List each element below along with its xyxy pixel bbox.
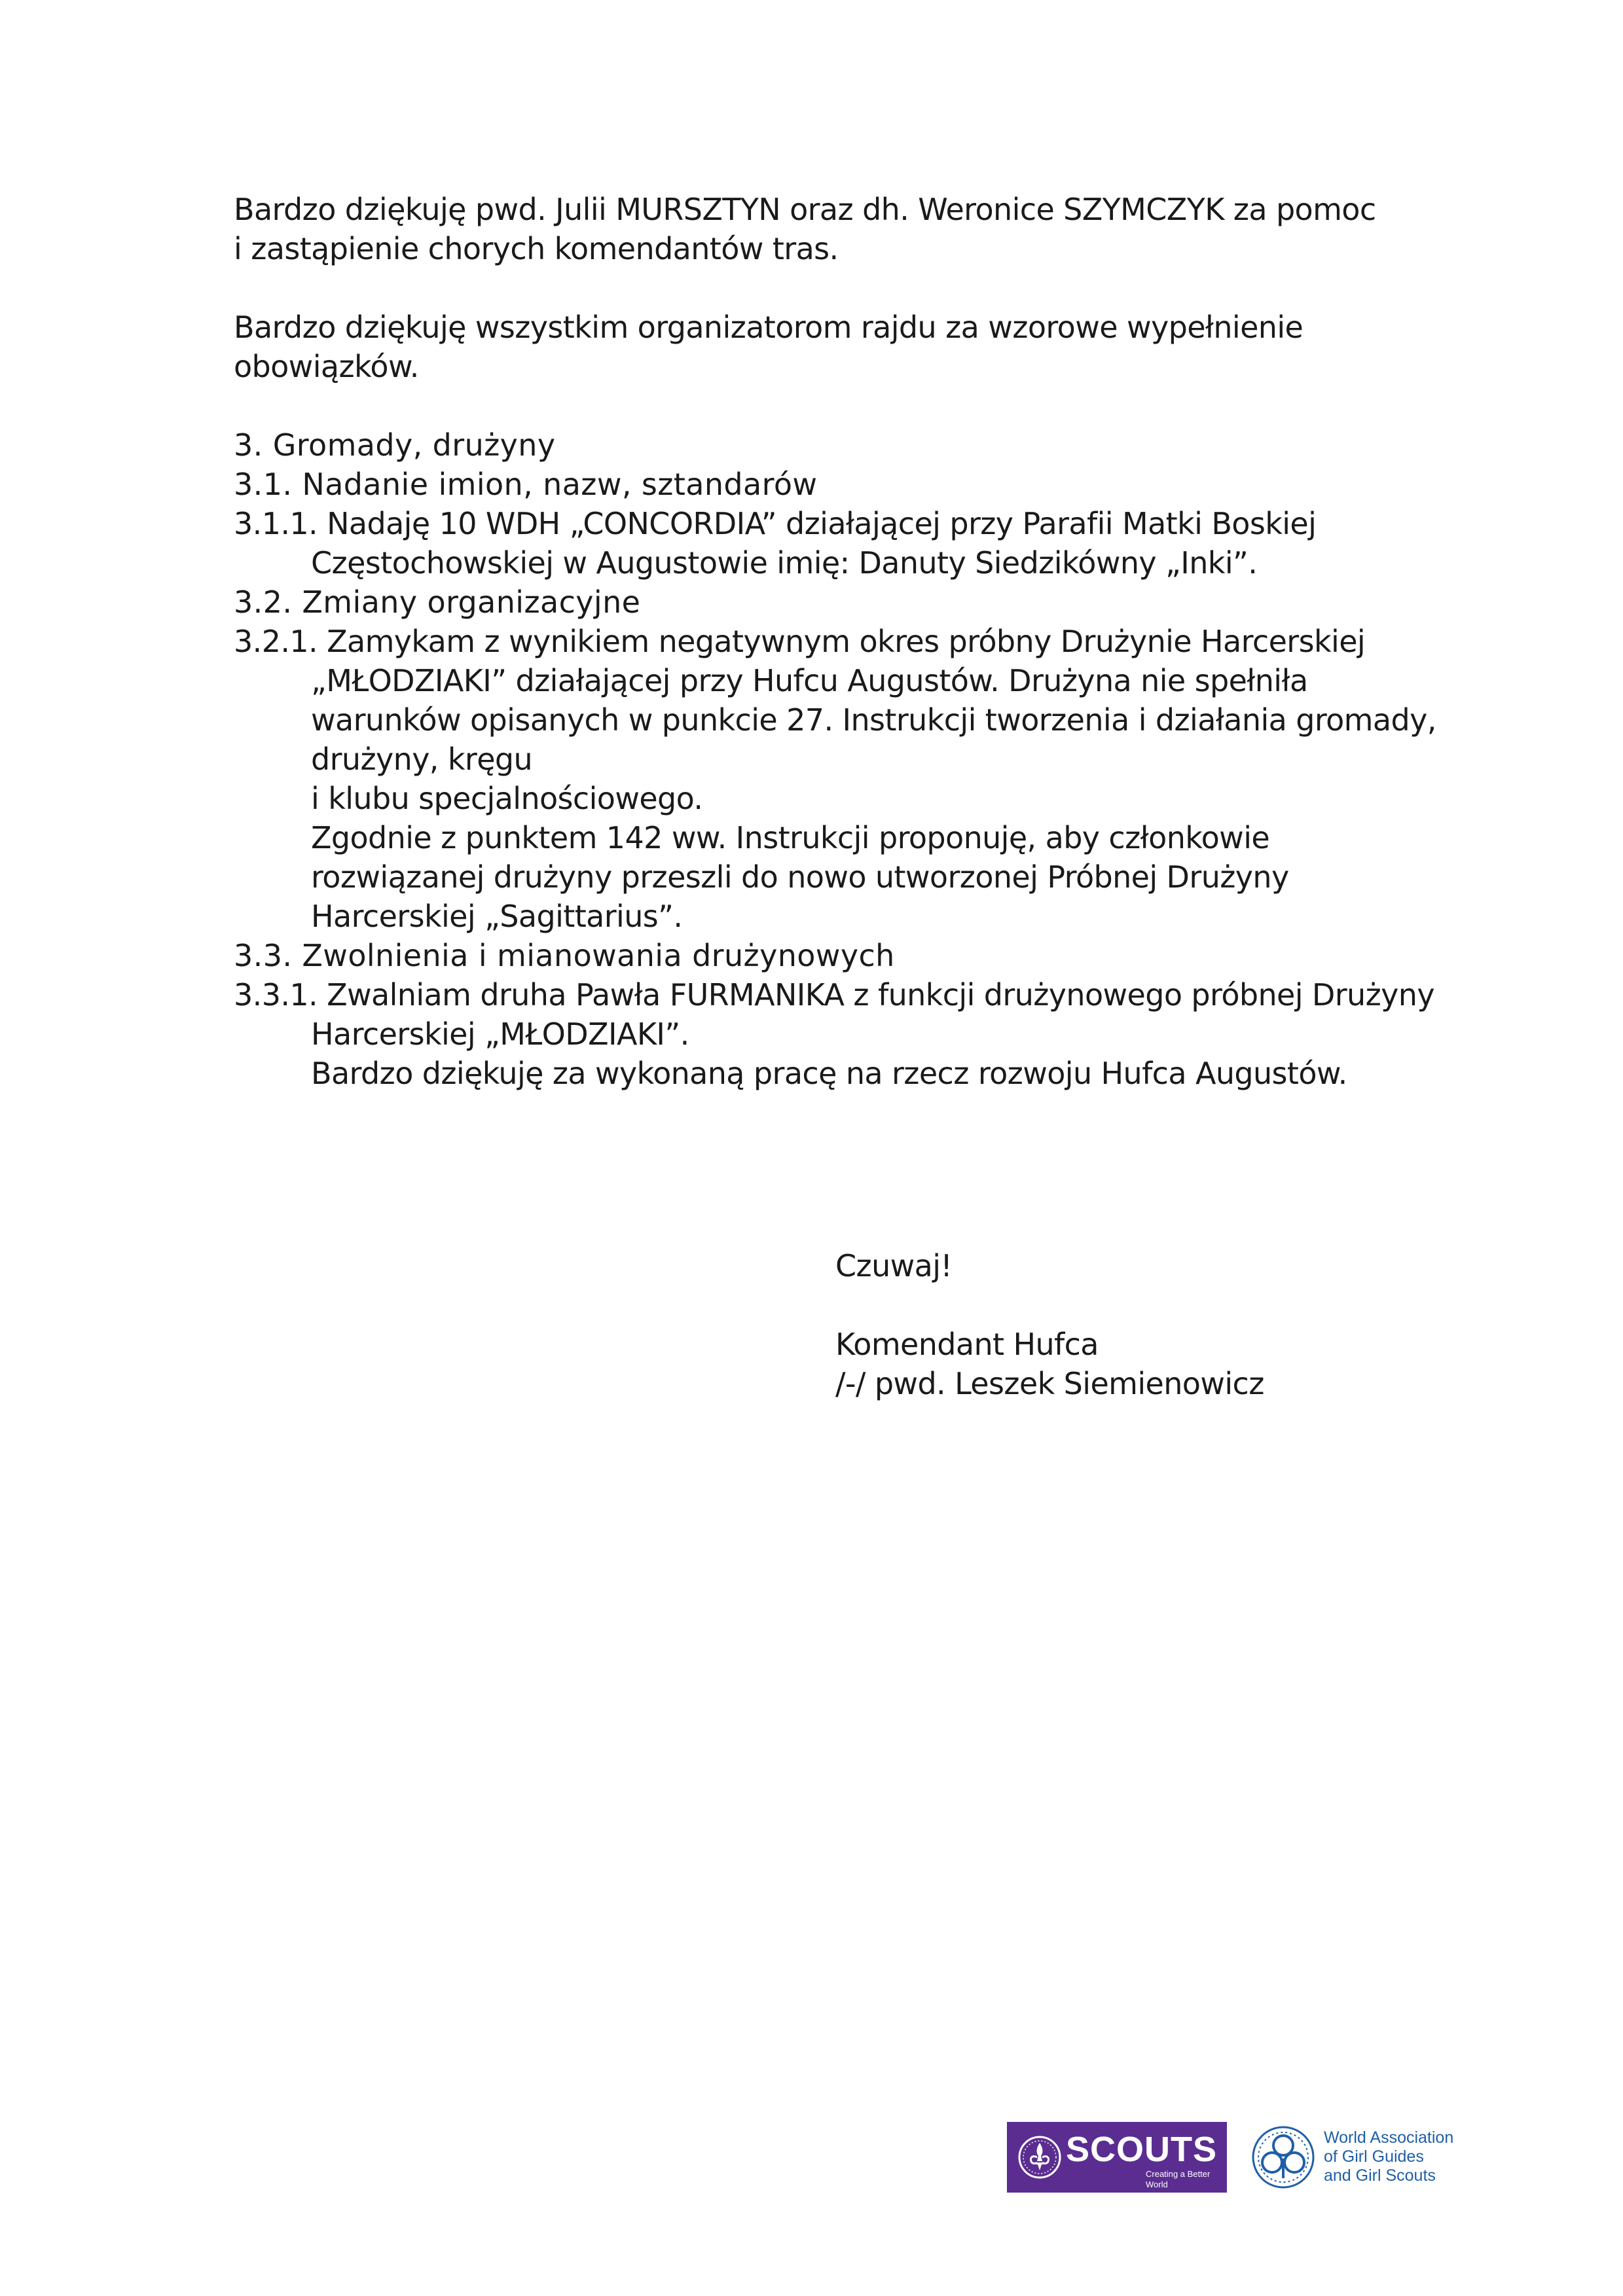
footer-logos	[1007, 2122, 1504, 2194]
signature-block	[835, 1246, 1264, 1403]
scouts-wordmark: SCOUTS	[1066, 2130, 1218, 2169]
section-3-1-heading: 3.1. Nadanie imion, nazw, sztandarów	[234, 467, 818, 502]
wagggs-line-2: of Girl Guides	[1324, 2147, 1424, 2166]
item-3-1-1: 3.1.1. Nadaję 10 WDH „CONCORDIA” działającej przy Parafii Matki Boskiej Częstochowskiej w Augustowie imię: Danuty Siedzikówny „Inki”.	[234, 506, 1317, 581]
item-3-2-1-line-1: 3.2.1. Zamykam z wynikiem negatywnym okres próbny Drużynie Harcerskiej	[234, 624, 1366, 659]
thanks-paragraph-line-1: Bardzo dziękuję pwd. Julii MURSZTYN oraz dh. Weronice SZYMCZYK za pomoc	[234, 192, 1376, 227]
spacer	[234, 268, 1510, 308]
item-3-2-1-line-2: „MŁODZIAKI” działającej przy Hufcu Augustów. Drużyna nie spełniła	[311, 663, 1308, 698]
scouts-tagline: Creating a Better World	[1146, 2169, 1211, 2189]
thanks-paragraph-line-2: i zastąpienie chorych komendantów tras.	[234, 231, 839, 266]
section-3-2-heading: 3.2. Zmiany organizacyjne	[234, 584, 641, 620]
section-3-3-heading: 3.3. Zwolnienia i mianowania drużynowych	[234, 938, 895, 973]
document-body	[234, 190, 1510, 1093]
item-3-2-1-line-7: rozwiązanej drużyny przeszli do nowo utworzonej Próbnej Drużyny	[311, 859, 1289, 895]
item-3-3-1-line-3: Bardzo dziękuję za wykonaną pracę na rzecz rozwoju Hufca Augustów.	[311, 1056, 1347, 1091]
signature-greeting: Czuwaj!	[835, 1248, 953, 1283]
item-3-3-1-line-2: Harcerskiej „MŁODZIAKI”.	[311, 1016, 689, 1052]
organizers-paragraph-line-2: obowiązków.	[234, 349, 419, 384]
trefoil-icon	[1250, 2125, 1316, 2190]
spacer	[835, 1285, 1264, 1325]
organizers-paragraph-line-1: Bardzo dziękuję wszystkim organizatorom rajdu za wzorowe wypełnienie	[234, 310, 1304, 345]
scouts-logo	[1007, 2122, 1227, 2193]
signature-role: Komendant Hufca	[835, 1327, 1099, 1362]
spacer	[234, 386, 1510, 425]
item-3-2-1-line-4: drużyny, kręgu	[311, 742, 533, 777]
item-3-3-1-line-1: 3.3.1. Zwalniam druha Pawła FURMANIKA z funkcji drużynowego próbnej Drużyny	[234, 977, 1434, 1013]
item-3-2-1-line-5: i klubu specjalnościowego.	[311, 781, 703, 816]
wagggs-wordmark	[1324, 2128, 1504, 2185]
item-3-2-1-line-3: warunków opisanych w punkcie 27. Instrukcji tworzenia i działania gromady,	[311, 702, 1436, 738]
wagggs-line-3: and Girl Scouts	[1324, 2166, 1436, 2185]
wagggs-line-1: World Association	[1324, 2128, 1454, 2147]
item-3-2-1-line-6: Zgodnie z punktem 142 ww. Instrukcji proponuję, aby członkowie	[311, 820, 1270, 855]
fleur-de-lis-icon	[1017, 2135, 1062, 2179]
item-3-2-1-line-8: Harcerskiej „Sagittarius”.	[311, 899, 683, 934]
section-3-heading: 3. Gromady, drużyny	[234, 427, 556, 463]
signature-name: /-/ pwd. Leszek Siemienowicz	[835, 1366, 1264, 1401]
